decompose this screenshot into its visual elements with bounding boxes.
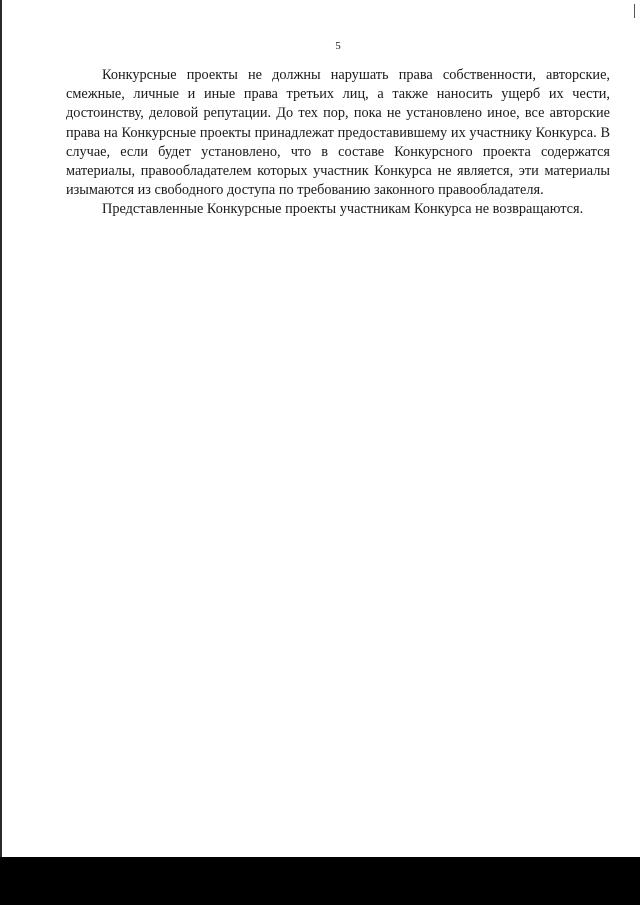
- paragraph-no-return: Представленные Конкурсные проекты участникам Конкурса не возвращаются.: [102, 201, 584, 218]
- page-number: 5: [335, 40, 341, 52]
- body-text: [66, 66, 610, 220]
- scan-edge-mark: [634, 4, 635, 18]
- paragraph-rights: Конкурсные проекты не должны нарушать права собственности, авторские, смежные, личные и иные права третьих лиц, а также наносить ущерб их чести, достоинству, деловой репутации. До тех пор, пока не установлено иное, все авторские права на Конкурсные проекты принадлежат предоставившему их участнику Конкурса. В случае, если будет установлено, что в составе Конкурсного проекта содержатся материалы, правообладателем которых участник Конкурса не является, эти материалы изымаются из свободного доступа по требованию законного правообладателя.: [66, 67, 610, 199]
- scan-edge-left: [0, 0, 2, 905]
- scan-bottom-band: [0, 857, 640, 905]
